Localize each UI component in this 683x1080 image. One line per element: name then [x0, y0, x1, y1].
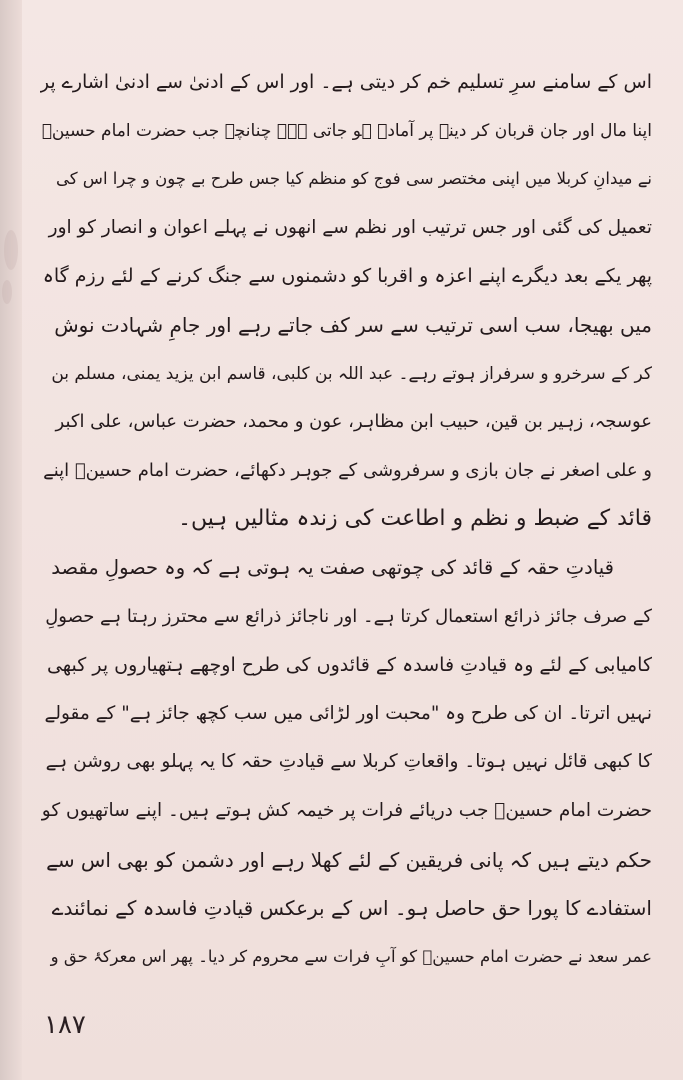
text-line: نے میدانِ کربلا میں اپنی مختصر سی فوج کو منظم کیا جس طرح بے چون و چرا اس کی [55, 169, 652, 189]
text-line: استفادے کا پورا حق حاصل ہو۔ اس کے برعکس قیادتِ فاسدہ کے نمائندے [51, 896, 652, 921]
text-line: اس کے سامنے سرِ تسلیم خم کر دیتی ہے۔ اور اس کے ادنیٰ سے ادنیٰ اشارے پر [40, 71, 652, 93]
text-line: تعمیل کی گئی اور جس ترتیب اور نظم سے انھوں نے پہلے اعوان و انصار کو اور [48, 216, 652, 238]
text-line: و علی اصغر نے جان بازی و سرفروشی کے جوہر دکھائے، حضرت امام حسینؓ اپنے [43, 459, 652, 481]
text-line: قائد کے ضبط و نظم و اطاعت کی زندہ مثالیں ہیں۔ [178, 506, 652, 532]
text-line: میں بھیجا، سب اسی ترتیب سے سر کف جاتے رہے اور جامِ شہادت نوش [54, 312, 652, 337]
text-line: کامیابی کے لئے وہ قیادتِ فاسدہ کے قائدوں کی طرح اوچھے ہتھیاروں پر کبھی [46, 654, 652, 677]
paper-stain [2, 280, 12, 304]
text-line: کر کے سرخرو و سرفراز ہوتے رہے۔ عبد اللہ بن کلبی، قاسم ابن یزید یمنی، مسلم بن [51, 363, 652, 384]
text-line: عمر سعد نے حضرت امام حسینؓ کو آبِ فرات سے محروم کر دیا۔ پھر اس معرکۂ حق و [50, 946, 652, 966]
page-edge-shadow [0, 0, 22, 1080]
text-line: حکم دیتے ہیں کہ پانی فریقین کے لئے کھلا رہے اور دشمن کو بھی اس سے [46, 847, 652, 872]
text-line: کا کبھی قائل نہیں ہوتا۔ واقعاتِ کربلا سے قیادتِ حقہ کا یہ پہلو بھی روشن ہے [45, 751, 652, 773]
page-number: ۱۸۷ [44, 1010, 86, 1040]
text-line: پھر یکے بعد دیگرے اپنے اعزہ و اقربا کو دشمنوں سے جنگ کرنے کے لئے رزم گاہ [42, 265, 652, 288]
text-line: قیادتِ حقہ کے قائد کی چوتھی صفت یہ ہوتی ہے کہ وہ حصولِ مقصد [51, 555, 614, 579]
text-line: اپنا مال اور جان قربان کر دینے پر آمادہ ہو جاتی ہے۔ چنانچہ جب حضرت امام حسینؓ [41, 120, 652, 141]
text-line: کے صرف جائز ذرائع استعمال کرتا ہے۔ اور ناجائز ذرائع سے محترز رہتا ہے حصولِ [45, 605, 652, 627]
text-line: حضرت امام حسینؓ جب دریائے فرات پر خیمہ کش ہوتے ہیں۔ اپنے ساتھیوں کو [41, 799, 652, 821]
text-line: عوسجہ، زہیر بن قین، حبیب ابن مظاہر، عون و محمد، حضرت عباس، علی اکبر [55, 411, 652, 433]
text-line: نہیں اترتا۔ ان کی طرح وہ "محبت اور لڑائی میں سب کچھ جائز ہے" کے مقولے [44, 702, 652, 724]
urdu-text-body [40, 58, 652, 981]
paper-stain [4, 230, 18, 270]
